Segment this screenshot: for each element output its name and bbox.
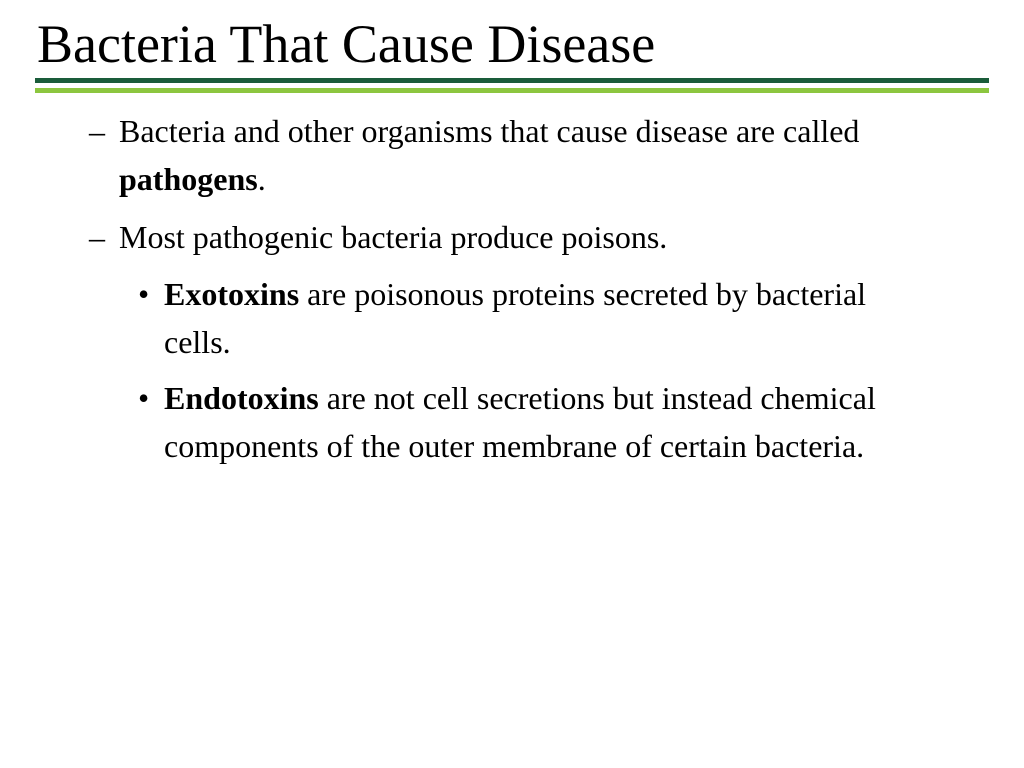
list-item-text-before: Bacteria and other organisms that cause disease are called (119, 113, 860, 149)
bullet-marker: • (138, 380, 150, 416)
bullet-marker: • (138, 276, 150, 312)
title-underline-dark (35, 78, 989, 83)
list-item-keyword: pathogens (119, 161, 258, 197)
slide-title: Bacteria That Cause Disease (37, 14, 656, 74)
list-item-text-after: . (257, 161, 266, 197)
list-item-text-before: Most pathogenic bacteria produce poisons. (119, 219, 668, 255)
dash-marker: – (89, 113, 105, 149)
title-underline-light (35, 88, 989, 93)
dash-marker: – (89, 219, 105, 255)
sub-list-item-text (138, 374, 938, 470)
list-item-text (89, 107, 959, 203)
sub-list-item-text (138, 270, 938, 366)
list-item (89, 107, 959, 203)
list-item-keyword: Endotoxins (164, 380, 319, 416)
sub-list-item (138, 270, 938, 366)
list-item-keyword: Exotoxins (164, 276, 300, 312)
list-item-text-after: are not cell secretions but instead chemical components of the outer membrane of certain bacteria. (164, 380, 876, 464)
list-item-text (89, 213, 959, 261)
list-item (89, 213, 959, 261)
list-item-text-after: are poisonous proteins secreted by bacterial cells. (164, 276, 867, 360)
sub-list-item (138, 374, 938, 470)
